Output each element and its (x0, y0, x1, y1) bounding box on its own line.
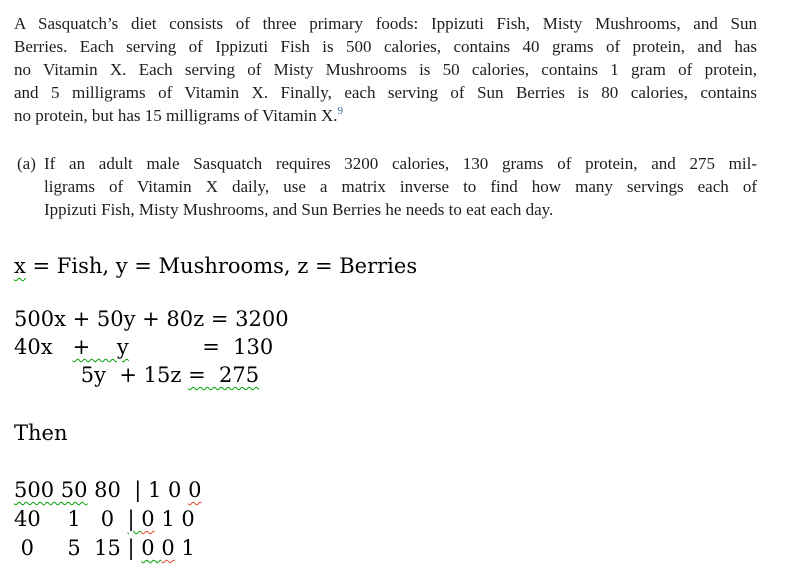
text-segment: no protein, but has 15 milligrams of Vitamin X. (14, 106, 338, 125)
footnote-marker[interactable]: 9 (337, 105, 344, 117)
text-segment: + y (72, 335, 129, 359)
text-line (14, 81, 757, 104)
text-segment: 0 (161, 536, 175, 560)
text-segment: 40x (14, 335, 73, 359)
text-segment: 1 0 (154, 507, 195, 531)
equation-vitamin-x (14, 361, 757, 389)
text-segment: Then (14, 421, 68, 445)
text-segment: 0 5 15 | (14, 536, 142, 560)
text-segment: 5y + 15z (14, 363, 189, 387)
text-segment: 0 (141, 507, 155, 531)
then-label (14, 419, 757, 447)
text-segment: 40 1 0 (14, 507, 128, 531)
text-segment: = 275 (188, 363, 260, 387)
text-segment: 0 (188, 478, 202, 502)
text-segment: = 130 (128, 335, 274, 359)
text-line (44, 198, 757, 221)
text-line (14, 104, 757, 130)
text-line (44, 175, 757, 198)
equation-system (14, 305, 757, 389)
part-a (14, 152, 757, 221)
text-line (14, 58, 757, 81)
text-segment: and 5 milligrams of Vitamin X. Finally, each serving of Sun Berries is 80 calories, contains (14, 83, 757, 102)
equation-calories (14, 305, 757, 333)
text-segment: If an adult male Sasquatch requires 3200 calories, 130 grams of protein, and 275 mil- (44, 154, 757, 173)
text-segment: x (14, 254, 26, 278)
text-line (14, 12, 757, 35)
text-segment: A Sasquatch’s diet consists of three primary foods: Ippizuti Fish, Misty Mushrooms, and Sun (14, 14, 757, 33)
text-segment: 1 (174, 536, 195, 560)
text-segment: 80 | 1 0 (87, 478, 189, 502)
equation-protein (14, 333, 757, 361)
text-segment: no Vitamin X. Each serving of Misty Mushrooms is 50 calories, contains 1 gram of protein, (14, 60, 757, 79)
part-a-text (44, 152, 757, 221)
text-segment: | (127, 507, 142, 531)
text-segment: Berries. Each serving of Ippizuti Fish is 500 calories, contains 40 grams of protein, and has (14, 37, 757, 56)
augmented-matrix (14, 476, 757, 563)
text-segment: Ippizuti Fish, Misty Mushrooms, and Sun Berries he needs to eat each day. (44, 200, 554, 219)
matrix-row-1 (14, 476, 757, 505)
text-segment: = Fish, y = Mushrooms, z = Berries (25, 254, 418, 278)
matrix-row-2 (14, 505, 757, 534)
text-line (14, 35, 757, 58)
variables-definition (14, 252, 757, 280)
problem-paragraph (14, 12, 757, 130)
problem-statement (14, 12, 757, 221)
text-segment: ligrams of Vitamin X daily, use a matrix inverse to find how many servings each of (44, 177, 757, 196)
text-segment: 0 (141, 536, 162, 560)
text-segment: 500 50 (14, 478, 88, 502)
text-line (44, 152, 757, 175)
student-work (14, 252, 757, 563)
matrix-row-3 (14, 534, 757, 563)
part-a-label: (a) (17, 154, 36, 173)
text-segment: 500x + 50y + 80z = 3200 (14, 307, 289, 331)
